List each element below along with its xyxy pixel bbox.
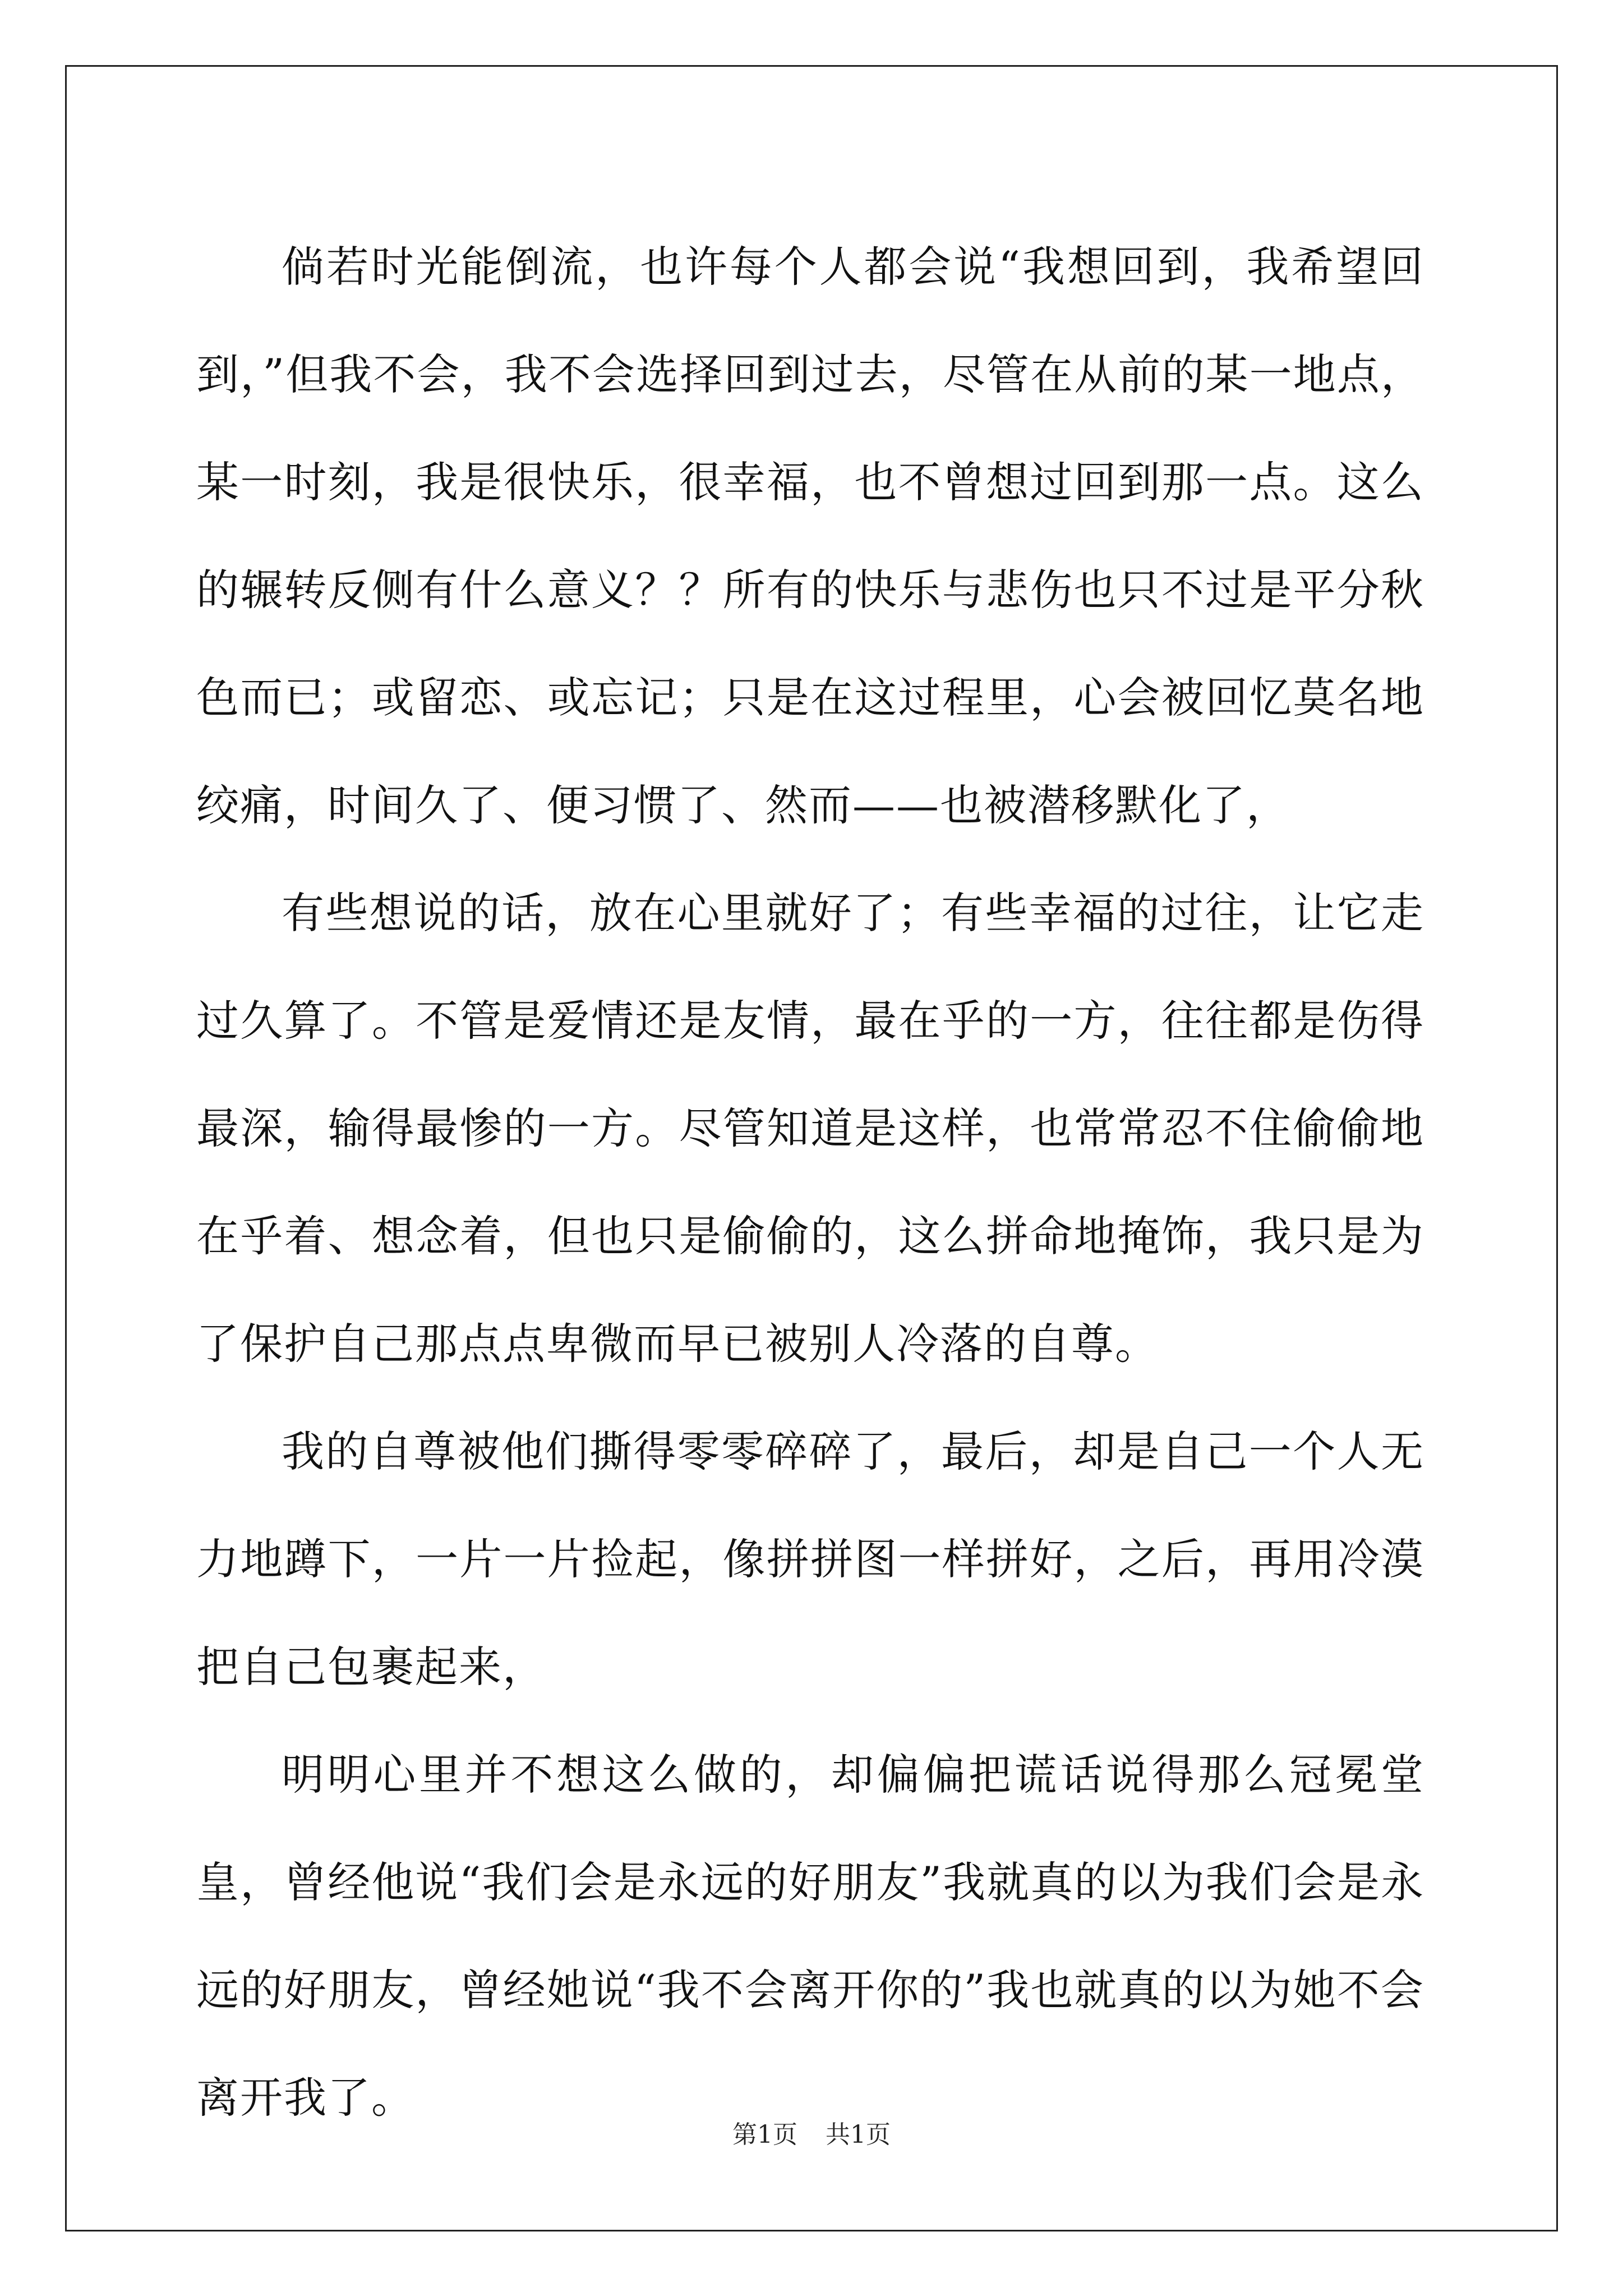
document-body (196, 213, 1424, 2152)
paragraph-3: 我的自尊被他们撕得零零碎碎了，最后，却是自己一个人无力地蹲下，一片一片捡起，像拼拼图一样拼好，之后，再用冷漠把自己包裹起来， (196, 1427, 1424, 1692)
paragraph-4: 明明心里并不想这么做的，却偏偏把谎话说得那么冠冕堂皇，曾经他说“我们会是永远的好朋友”我就真的以为我们会是永远的好朋友，曾经她说“我不会离开你的”我也就真的以为她不会离开我了。 (196, 1750, 1424, 2123)
page-number: 第1页 (732, 2120, 797, 2149)
page-footer (0, 2118, 1623, 2152)
page-total: 共1页 (826, 2120, 891, 2149)
paragraph-1: 倘若时光能倒流，也许每个人都会说“我想回到，我希望回到，”但我不会，我不会选择回到过去，尽管在从前的某一地点，某一时刻，我是很快乐，很幸福，也不曾想过回到那一点。这么的辗转反侧有什么意义？？所有的快乐与悲伤也只不过是平分秋色而已；或留恋、或忘记；只是在这过程里，心会被回忆莫名地绞痛，时间久了、便习惯了、然而——也被潜移默化了， (196, 242, 1424, 830)
paragraph-2: 有些想说的话，放在心里就好了；有些幸福的过往，让它走过久算了。不管是爱情还是友情，最在乎的一方，往往都是伤得最深，输得最惨的一方。尽管知道是这样，也常常忍不住偷偷地在乎着、想念着，但也只是偷偷的，这么拼命地掩饰，我只是为了保护自己那点点卑微而早已被别人冷落的自尊。 (196, 888, 1424, 1369)
